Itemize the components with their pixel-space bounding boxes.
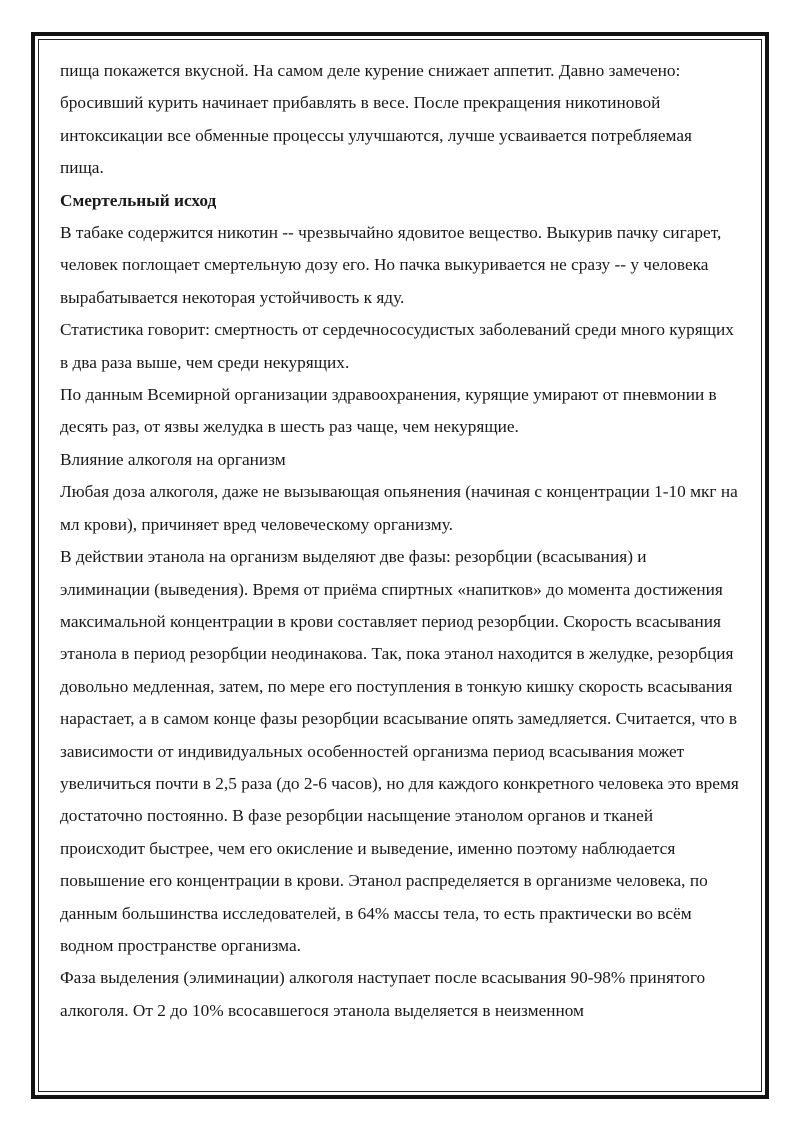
section-heading-fatal-outcome: Смертельный исход [60,190,217,210]
document-body [60,55,740,1027]
paragraph-continuation: пища покажется вкусной. На самом деле курение снижает аппетит. Давно замечено: бросивший курить начинает прибавлять в весе. После прекращения никотиновой интоксикации все обменные процессы улучшаются, лучше усваивается потребляемая пища. [60,61,692,178]
paragraph-who-data: По данным Всемирной организации здравоохранения, курящие умирают от пневмонии в десять раз, от язвы желудка в шесть раз чаще, чем некурящие. [60,385,717,437]
paragraph-alcohol-dose: Любая доза алкоголя, даже не вызывающая опьянения (начиная с концентрации 1-10 мкг на мл крови), причиняет вред человеческому организму. [60,482,738,534]
section-heading-alcohol: Влияние алкоголя на организм [60,449,286,469]
paragraph-statistics: Статистика говорит: смертность от сердечнососудистых заболеваний среди много курящих в два раза выше, чем среди некурящих. [60,320,734,372]
paragraph-elimination: Фаза выделения (элиминации) алкоголя наступает после всасывания 90-98% принятого алкоголя. От 2 до 10% всосавшегося этанола выделяется в неизменном [60,968,706,1020]
paragraph-ethanol-phases: В действии этанола на организм выделяют две фазы: резорбции (всасывания) и элиминации (выведения). Время от приёма спиртных «напитков» до момента достижения максимальной концентрации в крови составляет период резорбции. Скорость всасывания этанола в период резорбции неодинакова. Так, пока этанол находится в желудке, резорбция довольно медленная, затем, по мере его поступления в тонкую кишку скорость всасывания нарастает, а в самом конце фазы резорбции всасывание опять замедляется. Считается, что в зависимости от индивидуальных особенностей организма период всасывания может увеличиться почти в 2,5 раза (до 2-6 часов), но для каждого конкретного человека это время достаточно постоянно. В фазе резорбции насыщение этанолом органов и тканей происходит быстрее, чем его окисление и выведение, именно поэтому наблюдается повышение его концентрации в крови. Этанол распределяется в организме человека, по данным большинства исследователей, в 64% массы тела, то есть практически во всём водном пространстве организма. [60,547,739,955]
paragraph-nicotine: В табаке содержится никотин -- чрезвычайно ядовитое вещество. Выкурив пачку сигарет, человек поглощает смертельную дозу его. Но пачка выкуривается не сразу -- у человека вырабатывается некоторая устойчивость к яду. [60,223,722,307]
